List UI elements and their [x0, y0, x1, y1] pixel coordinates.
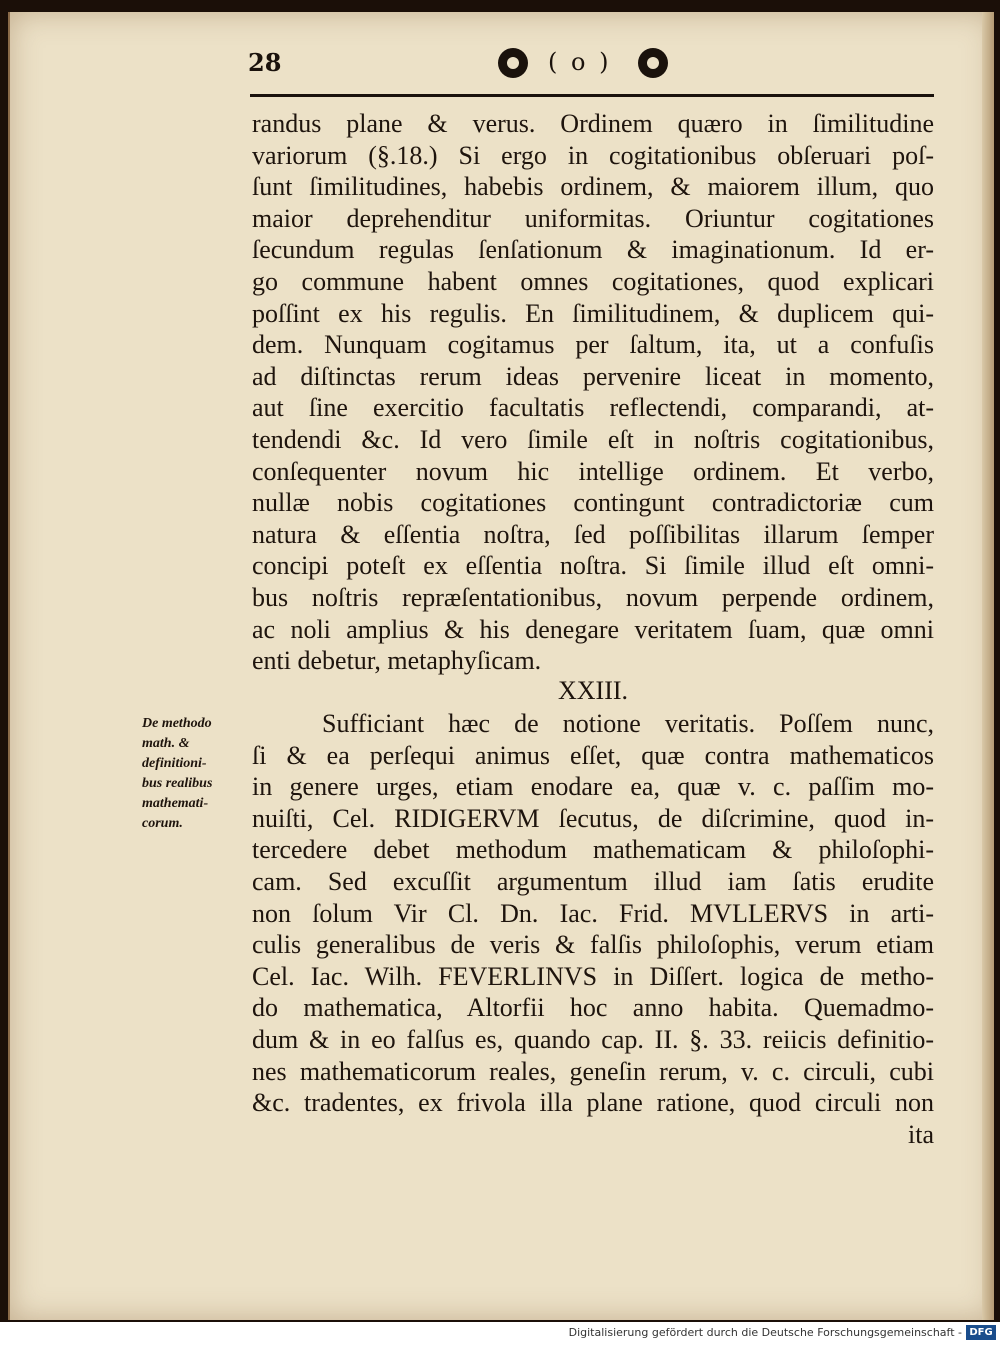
text-line: ac noli amplius & his denegare veritatem ſuam, quæ omni — [252, 614, 934, 644]
text-line: natura & eſſentia noſtra, ſed poſſibilitas illarum ſemper — [252, 519, 934, 549]
text-line: conſequenter novum hic intellige ordinem. Et verbo, — [252, 456, 934, 486]
text-line: nullæ nobis cogitationes contingunt contradictoriæ cum — [252, 488, 934, 518]
text-line: tercedere debet methodum mathematicam & philoſophi- — [252, 835, 934, 865]
marginal-note-line: bus realibus — [142, 776, 213, 791]
footer-bar — [0, 1322, 1000, 1345]
signature-mark: ( o ) — [548, 48, 612, 76]
text-line: poſſint ex his regulis. En ſimilitudinem, & duplicem qui- — [252, 298, 934, 328]
text-line: ad diſtinctas rerum ideas pervenire liceat in momento, — [252, 361, 934, 391]
text-line: culis generalibus de veris & falſis philoſophis, verum etiam — [252, 930, 934, 960]
text-line: Sufficiant hæc de notione veritatis. Poſſem nunc, — [322, 709, 934, 738]
dfg-logo-icon[interactable]: DFG — [966, 1325, 996, 1340]
paragraph-xxiii — [252, 708, 934, 1150]
flower-ornament-icon — [498, 48, 528, 78]
footer-credit-text: Digitalisierung gefördert durch die Deutsche Forschungsgemeinschaft - — [568, 1326, 962, 1339]
text-line: go commune habent omnes cogitationes, quod explicari — [252, 266, 934, 296]
text-line: maior deprehenditur uniformitas. Oriuntur cogitationes — [252, 203, 934, 233]
text-line: variorum (§.18.) Si ergo in cogitationibus obſeruari poſ- — [252, 140, 934, 170]
text-line: nuiſti, Cel. RIDIGERVM ſecutus, de diſcrimine, quod in- — [252, 803, 934, 833]
header-rule — [250, 94, 934, 97]
flower-ornament-icon — [638, 48, 668, 78]
marginal-note-line: math. & — [142, 736, 190, 751]
text-line: tendendi &c. Id vero ſimile eſt in noſtris cogitationibus, — [252, 424, 934, 454]
text-line: bus noſtris repræſentationibus, novum perpende ordinem, — [252, 582, 934, 612]
marginal-note-line: mathemati- — [142, 796, 209, 811]
text-line: non ſolum Vir Cl. Dn. Iac. Frid. MVLLERVS in arti- — [252, 898, 934, 928]
page-number: 28 — [248, 48, 282, 77]
text-line: cam. Sed excuſſit argumentum illud iam ſatis erudite — [252, 866, 934, 896]
text-line: ſi & ea perſequi animus eſſet, quæ contra mathematicos — [252, 740, 934, 770]
text-line: ſecundum regulas ſenſationum & imaginationum. Id er- — [252, 235, 934, 265]
section-number: XXIII. — [557, 676, 629, 705]
text-line: aut ſine exercitio facultatis reflectendi, comparandi, at- — [252, 393, 934, 423]
marginal-note — [142, 714, 252, 834]
page-header — [248, 48, 934, 88]
text-line: randus plane & verus. Ordinem quæro in ſimilitudine — [252, 109, 934, 138]
text-line: &c. tradentes, ex frivola illa plane ratione, quod circuli non — [252, 1088, 934, 1118]
page-edge — [982, 12, 994, 1320]
text-line: do mathematica, Altorfii hoc anno habita. Quemadmo- — [252, 993, 934, 1023]
catchword: ita — [908, 1119, 934, 1149]
marginal-note-line: definitioni- — [142, 756, 207, 771]
text-line: in genere urges, etiam enodare ea, quæ v. c. paſſim mo- — [252, 772, 934, 802]
text-line: ſunt ſimilitudines, habebis ordinem, & maiorem illum, quo — [252, 172, 934, 202]
text-line: Cel. Iac. Wilh. FEVERLINVS in Diſſert. logica de metho- — [252, 961, 934, 991]
marginal-note-line: De methodo — [142, 716, 212, 731]
text-line: nes mathematicorum reales, geneſin rerum, v. c. circuli, cubi — [252, 1056, 934, 1086]
text-line: enti debetur, metaphyſicam. — [252, 646, 542, 676]
text-line: dum & in eo falſus es, quando cap. II. §. 33. reiicis definitio- — [252, 1024, 934, 1054]
paragraph-continued — [252, 108, 934, 677]
text-line: concipi poteſt ex eſſentia noſtra. Si ſimile illud eſt omni- — [252, 551, 934, 581]
marginal-note-line: corum. — [142, 816, 183, 831]
text-line: dem. Nunquam cogitamus per ſaltum, ita, ut a confuſis — [252, 330, 934, 360]
